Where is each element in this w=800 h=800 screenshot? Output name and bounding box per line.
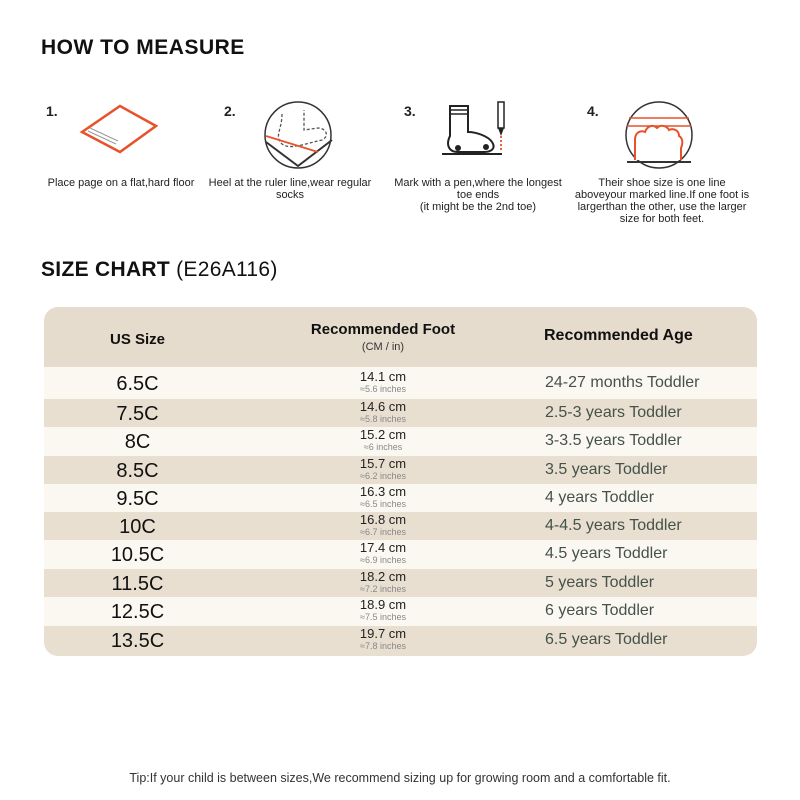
age-cell: 4-4.5 years Toddler	[545, 517, 682, 534]
step-text: Mark with a pen,where the longest toe ends (it might be the 2nd toe)	[394, 177, 562, 213]
foot-inch-cell: ≈5.8 inches	[360, 414, 406, 424]
header-us-size: US Size	[109, 331, 166, 348]
foot-cm-cell: 14.1 cm	[359, 369, 407, 384]
header-foot-unit: (CM / in)	[361, 341, 405, 353]
foot-cm-cell: 17.4 cm	[359, 540, 407, 555]
foot-inch-cell: ≈7.5 inches	[360, 612, 406, 622]
foot-inch-cell: ≈5.6 inches	[360, 384, 406, 394]
step-number: 3.	[404, 103, 416, 119]
foot-cm-cell: 15.7 cm	[359, 456, 407, 471]
size-chart-title-text: SIZE CHART	[41, 258, 170, 281]
table-row	[44, 484, 757, 512]
foot-inch-cell: ≈6.7 inches	[360, 527, 406, 537]
table-row	[44, 569, 757, 597]
table-header	[44, 307, 757, 367]
foot-inch-cell: ≈6.5 inches	[360, 499, 406, 509]
step-number: 2.	[224, 103, 236, 119]
step-number: 1.	[46, 103, 58, 119]
us-size-cell: 10.5C	[110, 544, 165, 566]
us-size-cell: 6.5C	[116, 373, 159, 395]
age-cell: 5 years Toddler	[545, 574, 655, 591]
us-size-cell: 9.5C	[116, 488, 159, 510]
us-size-cell: 8.5C	[116, 460, 159, 482]
toe-line-icon	[621, 100, 697, 170]
measure-step-3	[394, 100, 582, 250]
age-cell: 3.5 years Toddler	[545, 461, 668, 478]
age-cell: 3-3.5 years Toddler	[545, 432, 682, 449]
foot-cm-cell: 18.2 cm	[359, 569, 407, 584]
table-row	[44, 399, 757, 427]
age-cell: 6 years Toddler	[545, 602, 655, 619]
foot-cm-cell: 14.6 cm	[359, 399, 407, 414]
how-to-measure-title: HOW TO MEASURE	[41, 36, 245, 59]
measure-step-4	[574, 100, 765, 250]
us-size-cell: 12.5C	[110, 601, 165, 623]
table-row	[44, 626, 757, 656]
step-text: Place page on a flat,hard floor	[47, 177, 195, 189]
foot-cm-cell: 15.2 cm	[359, 427, 407, 442]
foot-inch-cell: ≈6.2 inches	[360, 471, 406, 481]
sock-pen-icon	[438, 100, 518, 160]
table-row	[44, 456, 757, 484]
foot-cm-cell: 16.3 cm	[359, 484, 407, 499]
size-chart-title	[41, 258, 278, 282]
us-size-cell: 8C	[124, 431, 151, 453]
step-text: Heel at the ruler line,wear regular socks	[208, 177, 372, 201]
foot-cm-cell: 19.7 cm	[359, 626, 407, 641]
header-recommended-foot: Recommended Foot	[310, 321, 456, 338]
size-chart-table	[44, 307, 757, 656]
measure-step-1	[42, 100, 222, 250]
foot-inch-cell: ≈6 inches	[363, 442, 403, 452]
step-text: Their shoe size is one line aboveyour marked line.If one foot is largerthan the other, use the larger size for both feet.	[574, 177, 750, 225]
us-size-cell: 13.5C	[110, 630, 165, 652]
age-cell: 24-27 months Toddler	[545, 374, 700, 391]
foot-cm-cell: 16.8 cm	[359, 512, 407, 527]
table-row	[44, 540, 757, 568]
model-code: (E26A116)	[176, 258, 278, 281]
age-cell: 2.5-3 years Toddler	[545, 404, 682, 421]
age-cell: 4 years Toddler	[545, 489, 655, 506]
measure-step-2	[208, 100, 402, 250]
table-row	[44, 512, 757, 540]
sizing-tip: Tip:If your child is between sizes,We recommend sizing up for growing room and a comfortable fit.	[129, 771, 671, 785]
table-row	[44, 597, 757, 625]
paper-on-floor-icon	[78, 100, 158, 160]
foot-inch-cell: ≈7.8 inches	[360, 641, 406, 651]
age-cell: 4.5 years Toddler	[545, 545, 668, 562]
age-cell: 6.5 years Toddler	[545, 631, 668, 648]
sock-heel-icon	[260, 100, 336, 170]
us-size-cell: 11.5C	[111, 573, 164, 595]
foot-inch-cell: ≈6.9 inches	[360, 555, 406, 565]
foot-inch-cell: ≈7.2 inches	[360, 584, 406, 594]
us-size-cell: 7.5C	[116, 403, 159, 425]
table-row	[44, 369, 757, 397]
foot-cm-cell: 18.9 cm	[359, 597, 407, 612]
us-size-cell: 10C	[119, 516, 156, 538]
header-recommended-age: Recommended Age	[544, 327, 693, 344]
step-number: 4.	[587, 103, 599, 119]
table-row	[44, 427, 757, 455]
